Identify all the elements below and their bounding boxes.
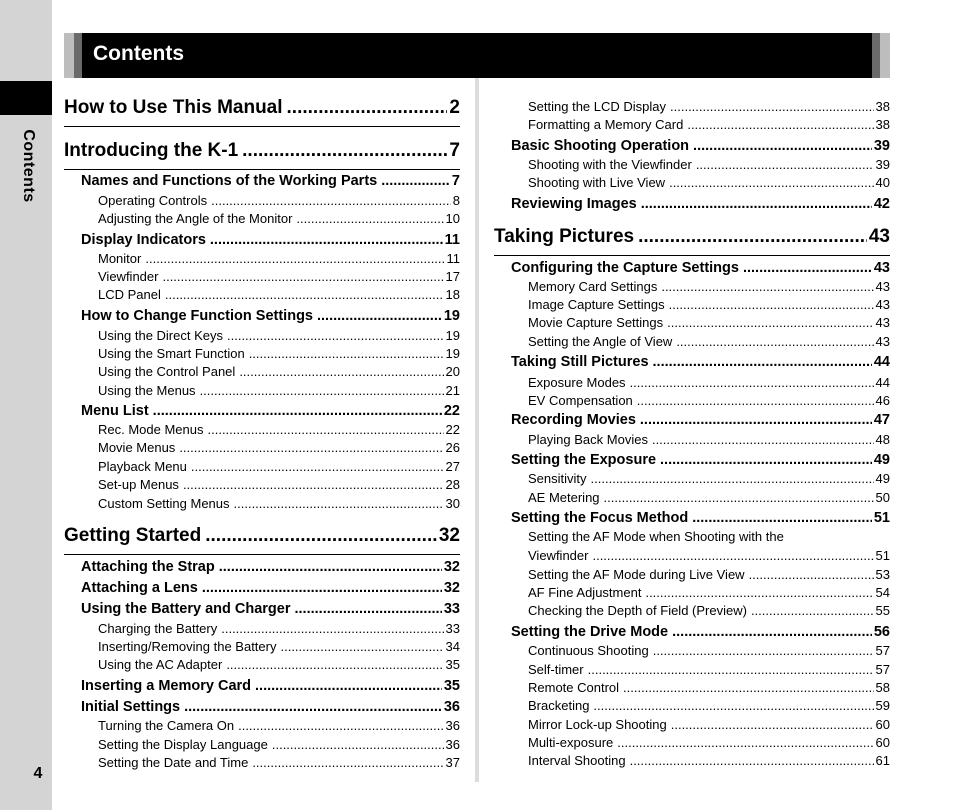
toc-subsection[interactable] <box>98 621 460 637</box>
toc-page-number: 56 <box>873 624 890 640</box>
header-right-accent <box>880 33 890 78</box>
toc-section[interactable] <box>511 412 890 430</box>
header-right-accent-dark <box>872 33 880 78</box>
dot-leader <box>692 510 872 526</box>
toc-entry-label: Getting Started <box>64 525 202 546</box>
toc-entry-label: Checking the Depth of Field (Preview) <box>528 603 747 618</box>
toc-entry-label: Custom Setting Menus <box>98 496 230 511</box>
dot-leader <box>153 403 442 419</box>
toc-page-number: 32 <box>438 525 460 546</box>
toc-subsection[interactable] <box>528 315 890 331</box>
toc-entry-label: Shooting with Live View <box>528 175 666 190</box>
toc-page-number: 55 <box>875 603 890 618</box>
dot-leader <box>200 383 444 398</box>
toc-chapter[interactable] <box>64 97 460 127</box>
toc-subsection[interactable] <box>528 680 890 696</box>
side-tab <box>0 0 52 810</box>
toc-entry-label: Interval Shooting <box>528 753 626 768</box>
toc-subsection[interactable] <box>528 753 890 769</box>
dot-leader <box>280 639 443 654</box>
toc-entry-label: AF Fine Adjustment <box>528 585 642 600</box>
toc-subsection[interactable] <box>528 585 890 601</box>
dot-leader <box>227 328 444 343</box>
toc-subsection[interactable] <box>98 737 460 753</box>
toc-subsection[interactable] <box>528 643 890 659</box>
dot-leader <box>696 157 874 172</box>
toc-subsection[interactable] <box>98 383 460 399</box>
toc-subsection[interactable] <box>98 477 460 493</box>
toc-page-number: 49 <box>875 471 890 486</box>
toc-page-number: 38 <box>875 99 890 114</box>
toc-page-number: 37 <box>445 755 460 770</box>
dot-leader <box>743 260 872 276</box>
toc-subsection[interactable] <box>528 175 890 191</box>
toc-page-number: 36 <box>445 718 460 733</box>
dot-leader <box>623 680 873 695</box>
dot-leader <box>630 753 874 768</box>
dot-leader <box>652 432 874 447</box>
dot-leader <box>208 422 444 437</box>
dot-leader <box>162 269 443 284</box>
toc-subsection[interactable] <box>528 432 890 448</box>
dot-leader <box>202 580 442 596</box>
toc-section[interactable] <box>81 403 460 421</box>
dot-leader <box>645 585 873 600</box>
toc-page-number: 32 <box>443 580 460 596</box>
toc-entry-label: Taking Pictures <box>494 226 635 247</box>
toc-subsection[interactable] <box>98 657 460 673</box>
dot-leader <box>226 657 443 672</box>
toc-entry-label: Setting the Date and Time <box>98 755 249 770</box>
dot-leader <box>179 440 443 455</box>
toc-page-number: 18 <box>445 287 460 302</box>
header-left-accent <box>64 33 74 78</box>
toc-page-number: 43 <box>875 297 890 312</box>
toc-entry-label: Multi-exposure <box>528 735 614 750</box>
toc-entry-label: Image Capture Settings <box>528 297 665 312</box>
toc-page-number: 35 <box>445 657 460 672</box>
toc-entry-label: Sensitivity <box>528 471 587 486</box>
toc-section[interactable] <box>511 260 890 278</box>
dot-leader <box>205 525 437 547</box>
dot-leader <box>588 662 874 677</box>
toc-page-number: 35 <box>443 678 460 694</box>
toc-entry-label: Inserting/Removing the Battery <box>98 639 277 654</box>
toc-page-number: 44 <box>875 375 890 390</box>
toc-subsection[interactable] <box>528 297 890 313</box>
toc-entry-label: Initial Settings <box>81 699 181 715</box>
toc-page-number: 36 <box>445 737 460 752</box>
toc-entry-label: Turning the Camera On <box>98 718 235 733</box>
toc-entry-label: Movie Menus <box>98 440 176 455</box>
toc-subsection[interactable] <box>528 567 890 583</box>
toc-page-number: 46 <box>875 393 890 408</box>
toc-page-number: 22 <box>445 422 460 437</box>
dot-leader <box>183 477 444 492</box>
toc-subsection[interactable] <box>528 471 890 487</box>
toc-entry-label: Remote Control <box>528 680 620 695</box>
toc-page-number: 19 <box>443 308 460 324</box>
dot-leader <box>640 412 872 428</box>
toc-page-number: 43 <box>868 226 890 247</box>
dot-leader <box>165 287 444 302</box>
toc-subsection[interactable] <box>98 193 460 209</box>
toc-page-number: 33 <box>443 601 460 617</box>
toc-entry-label: Attaching the Strap <box>81 559 215 575</box>
toc-page-number: 49 <box>873 452 890 468</box>
toc-page-number: 10 <box>445 211 460 226</box>
toc-entry-label: Taking Still Pictures <box>511 354 649 370</box>
toc-subsection[interactable] <box>98 755 460 771</box>
toc-entry-label: Setting the LCD Display <box>528 99 667 114</box>
toc-section[interactable] <box>511 452 890 470</box>
dot-leader <box>591 471 874 486</box>
toc-entry-label: Using the Menus <box>98 383 196 398</box>
dot-leader <box>749 567 874 582</box>
dot-leader <box>252 755 443 770</box>
toc-chapter[interactable] <box>494 226 890 256</box>
toc-entry-label: Using the Battery and Charger <box>81 601 291 617</box>
toc-subsection[interactable] <box>528 279 890 295</box>
toc-entry-label: Movie Capture Settings <box>528 315 664 330</box>
toc-entry-label: Using the Control Panel <box>98 364 236 379</box>
toc-entry-label: How to Use This Manual <box>64 97 283 118</box>
toc-subsection[interactable] <box>98 639 460 655</box>
dot-leader <box>381 173 450 189</box>
toc-section[interactable] <box>81 559 460 577</box>
toc-subsection[interactable] <box>98 269 460 285</box>
toc-entry-label: Setting the Focus Method <box>511 510 689 526</box>
toc-page-number: 30 <box>445 496 460 511</box>
dot-leader <box>296 211 443 226</box>
toc-entry-label: Reviewing Images <box>511 196 637 212</box>
header-left-accent-dark <box>74 33 82 78</box>
toc-subsection[interactable] <box>98 718 460 734</box>
toc-page-number: 39 <box>873 138 890 154</box>
toc-page-number: 39 <box>875 157 890 172</box>
toc-page-number: 53 <box>875 567 890 582</box>
toc-subsection[interactable] <box>528 157 890 173</box>
toc-subsection[interactable] <box>528 662 890 678</box>
dot-leader <box>672 624 872 640</box>
toc-page-number: 50 <box>875 490 890 505</box>
toc-entry-label: Memory Card Settings <box>528 279 658 294</box>
toc-entry-label: Configuring the Capture Settings <box>511 260 739 276</box>
toc-entry-label: Viewfinder <box>98 269 159 284</box>
side-tab-label: Contents <box>20 129 37 203</box>
toc-section[interactable] <box>511 510 890 528</box>
toc-entry-label: How to Change Function Settings <box>81 308 313 324</box>
toc-subsection[interactable] <box>528 117 890 133</box>
toc-page-number: 19 <box>445 346 460 361</box>
toc-page-number: 60 <box>875 717 890 732</box>
dot-leader <box>295 601 442 617</box>
toc-entry-label: Playback Menu <box>98 459 187 474</box>
toc-page-number: 42 <box>873 196 890 212</box>
toc-page-number: 48 <box>875 432 890 447</box>
dot-leader <box>687 117 873 132</box>
toc-page-number: 57 <box>875 643 890 658</box>
toc-page-number: 8 <box>452 193 460 208</box>
toc-section[interactable] <box>511 354 890 372</box>
toc-entry-label: Setting the Exposure <box>511 452 657 468</box>
toc-entry-label: Setting the Drive Mode <box>511 624 669 640</box>
dot-leader <box>238 718 443 733</box>
toc-entry-label: Using the Direct Keys <box>98 328 223 343</box>
dot-leader <box>641 196 872 212</box>
toc-page-number: 20 <box>445 364 460 379</box>
toc-entry-label: Inserting a Memory Card <box>81 678 252 694</box>
toc-page-number: 43 <box>875 334 890 349</box>
toc-entry-label: Mirror Lock-up Shooting <box>528 717 667 732</box>
dot-leader <box>287 97 448 119</box>
toc-entry-label: Using the AC Adapter <box>98 657 223 672</box>
toc-page-number: 17 <box>445 269 460 284</box>
toc-page-number: 51 <box>875 548 890 563</box>
toc-section[interactable] <box>81 173 460 191</box>
toc-entry-label: Attaching a Lens <box>81 580 198 596</box>
dot-leader <box>242 140 447 162</box>
dot-leader <box>667 315 873 330</box>
dot-leader <box>593 698 873 713</box>
toc-entry-label: AE Metering <box>528 490 600 505</box>
toc-section[interactable] <box>511 624 890 642</box>
toc-subsection[interactable] <box>98 496 460 512</box>
toc-page-number: 43 <box>873 260 890 276</box>
dot-leader <box>255 678 442 694</box>
dot-leader <box>317 308 442 324</box>
toc-section[interactable] <box>81 308 460 326</box>
toc-page-number: 61 <box>875 753 890 768</box>
dot-leader <box>637 393 874 408</box>
dot-leader <box>211 193 451 208</box>
toc-entry-label: Set-up Menus <box>98 477 179 492</box>
toc-subsection[interactable] <box>98 422 460 438</box>
toc-section[interactable] <box>81 601 460 619</box>
toc-entry-label: Monitor <box>98 251 142 266</box>
toc-section[interactable] <box>81 699 460 717</box>
toc-page-number: 58 <box>875 680 890 695</box>
page-title: Contents <box>93 42 184 65</box>
dot-leader <box>751 603 874 618</box>
toc-page-number: 47 <box>873 412 890 428</box>
toc-page-number: 19 <box>445 328 460 343</box>
toc-page-number: 22 <box>443 403 460 419</box>
toc-entry-label: Basic Shooting Operation <box>511 138 690 154</box>
toc-entry-label: Introducing the K-1 <box>64 140 239 161</box>
dot-leader <box>660 452 872 468</box>
toc-entry-label: Formatting a Memory Card <box>528 117 684 132</box>
toc-entry-label: Rec. Mode Menus <box>98 422 204 437</box>
toc-entry-label: Names and Functions of the Working Parts <box>81 173 378 189</box>
toc-entry-label: Playing Back Movies <box>528 432 648 447</box>
toc-page-number: 40 <box>875 175 890 190</box>
toc-entry-label: Menu List <box>81 403 149 419</box>
toc-page-number: 54 <box>875 585 890 600</box>
toc-entry-label: Shooting with the Viewfinder <box>528 157 692 172</box>
column-divider <box>475 78 479 782</box>
dot-leader <box>239 364 443 379</box>
toc-entry-label: Using the Smart Function <box>98 346 245 361</box>
toc-entry-label: Setting the Angle of View <box>528 334 673 349</box>
dot-leader <box>249 346 444 361</box>
dot-leader <box>234 496 444 511</box>
toc-entry-label: Self-timer <box>528 662 584 677</box>
toc-entry-label: LCD Panel <box>98 287 161 302</box>
dot-leader <box>638 226 867 248</box>
toc-page-number: 43 <box>875 315 890 330</box>
toc-chapter[interactable] <box>64 140 460 170</box>
toc-section[interactable] <box>511 196 890 214</box>
dot-leader <box>671 717 874 732</box>
toc-page-number: 7 <box>449 140 460 161</box>
toc-entry-label: Charging the Battery <box>98 621 218 636</box>
toc-entry-label: Recording Movies <box>511 412 636 428</box>
dot-leader <box>669 297 874 312</box>
toc-subsection[interactable] <box>98 287 460 303</box>
toc-page-number: 26 <box>445 440 460 455</box>
toc-entry-label: Adjusting the Angle of the Monitor <box>98 211 293 226</box>
toc-section[interactable] <box>81 232 460 250</box>
toc-entry-label: Exposure Modes <box>528 375 626 390</box>
toc-page-number: 60 <box>875 735 890 750</box>
toc-page-number: 32 <box>443 559 460 575</box>
dot-leader <box>676 334 873 349</box>
toc-page-number: 21 <box>445 383 460 398</box>
toc-page-number: 11 <box>444 232 460 248</box>
dot-leader <box>693 138 872 154</box>
toc-page-number: 51 <box>873 510 890 526</box>
toc-page-number: 43 <box>875 279 890 294</box>
dot-leader <box>630 375 874 390</box>
toc-page-number: 57 <box>875 662 890 677</box>
toc-subsection[interactable] <box>98 251 460 267</box>
toc-subsection[interactable] <box>98 364 460 380</box>
toc-subsection[interactable] <box>528 334 890 350</box>
toc-subsection[interactable] <box>528 698 890 714</box>
dot-leader <box>221 621 443 636</box>
dot-leader <box>272 737 444 752</box>
toc-subsection[interactable] <box>528 375 890 391</box>
toc-entry-label: Viewfinder <box>528 548 589 563</box>
toc-page-number: 2 <box>449 97 460 118</box>
toc-chapter[interactable] <box>64 525 460 555</box>
toc-page-number: 11 <box>446 251 460 266</box>
toc-entry-label: EV Compensation <box>528 393 633 408</box>
dot-leader <box>184 699 442 715</box>
contents-header <box>64 33 890 78</box>
toc-page-number: 59 <box>875 698 890 713</box>
toc-page-number: 27 <box>445 459 460 474</box>
toc-entry-label: Operating Controls <box>98 193 208 208</box>
side-tab-marker <box>0 81 52 115</box>
toc-entry-label: Setting the AF Mode during Live View <box>528 567 745 582</box>
toc-page-number: 34 <box>445 639 460 654</box>
toc-subsection[interactable] <box>98 440 460 456</box>
toc-section[interactable] <box>81 580 460 598</box>
toc-section[interactable] <box>81 678 460 696</box>
toc-entry-text: Setting the AF Mode when Shooting with the <box>528 529 784 544</box>
dot-leader <box>604 490 874 505</box>
toc-subsection[interactable] <box>98 328 460 344</box>
toc-subsection[interactable] <box>528 603 890 619</box>
dot-leader <box>661 279 873 294</box>
toc-subsection[interactable] <box>98 346 460 362</box>
toc-subsection[interactable] <box>98 459 460 475</box>
toc-subsection[interactable] <box>528 490 890 506</box>
toc-page-number: 28 <box>445 477 460 492</box>
dot-leader <box>617 735 873 750</box>
toc-page-number: 44 <box>873 354 890 370</box>
dot-leader <box>653 354 872 370</box>
toc-subsection[interactable] <box>528 717 890 733</box>
dot-leader <box>145 251 444 266</box>
page-number: 4 <box>33 765 43 782</box>
toc-subsection[interactable] <box>528 548 890 564</box>
toc-section[interactable] <box>511 138 890 156</box>
toc-subsection[interactable] <box>528 99 890 115</box>
toc-entry-label: Bracketing <box>528 698 590 713</box>
toc-subsection[interactable] <box>98 211 460 227</box>
toc-entry-label: Continuous Shooting <box>528 643 649 658</box>
dot-leader <box>210 232 443 248</box>
toc-page-number: 38 <box>875 117 890 132</box>
toc-entry-label: Setting the Display Language <box>98 737 268 752</box>
toc-page-number: 33 <box>445 621 460 636</box>
toc-page-number: 7 <box>451 173 460 189</box>
dot-leader <box>653 643 874 658</box>
dot-leader <box>191 459 444 474</box>
dot-leader <box>670 99 874 114</box>
toc-page-number: 36 <box>443 699 460 715</box>
toc-entry-label: Display Indicators <box>81 232 206 248</box>
dot-leader <box>592 548 873 563</box>
dot-leader <box>219 559 442 575</box>
toc-subsection[interactable] <box>528 393 890 409</box>
toc-subsection[interactable] <box>528 735 890 751</box>
dot-leader <box>669 175 873 190</box>
